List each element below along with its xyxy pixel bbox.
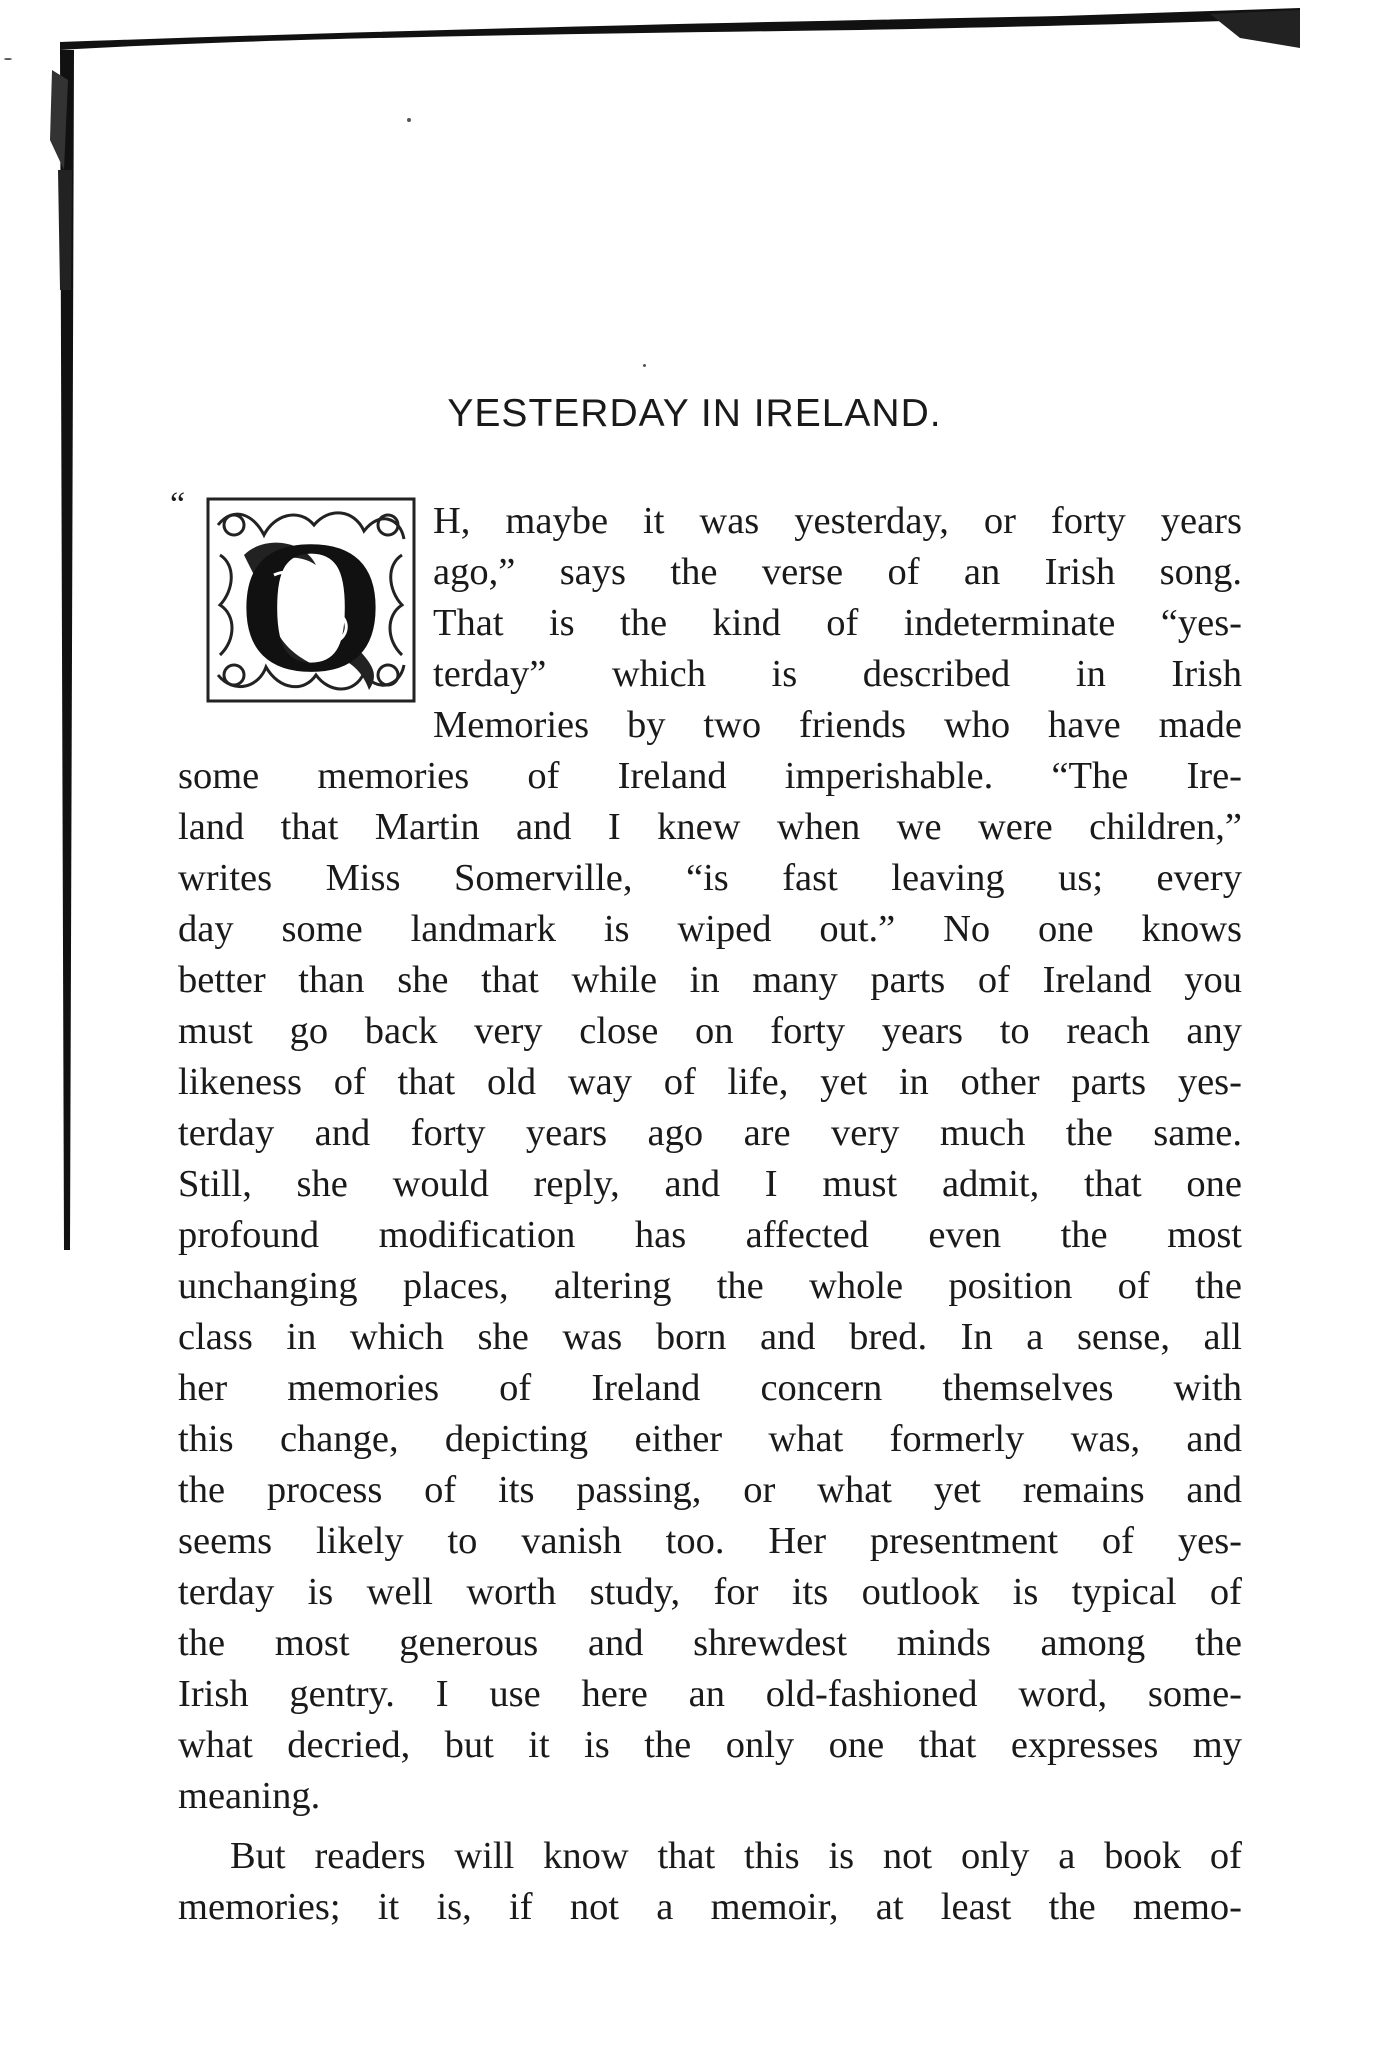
page-top-edge (60, 8, 1300, 58)
text-line: terday and forty years ago are very much the same. (178, 1112, 1242, 1154)
ornamental-drop-cap (204, 495, 418, 705)
text-line: what decried, but it is the only one that expresses my (178, 1724, 1242, 1766)
text-line: seems likely to vanish too. Her presentment of yes- (178, 1520, 1242, 1562)
text-line: Memories by two friends who have made (433, 704, 1242, 746)
text-line: this change, depicting either what formerly was, and (178, 1418, 1242, 1460)
text-line: writes Miss Somerville, “is fast leaving us; every (178, 857, 1242, 899)
text-line: ago,” says the verse of an Irish song. (433, 551, 1242, 593)
text-line: better than she that while in many parts of Ireland you (178, 959, 1242, 1001)
text-line: Still, she would reply, and I must admit, that one (178, 1163, 1242, 1205)
text-line: her memories of Ireland concern themselves with (178, 1367, 1242, 1409)
page-title: YESTERDAY IN IRELAND. (447, 392, 942, 435)
text-line: meaning. (178, 1775, 321, 1817)
text-line: profound modification has affected even the most (178, 1214, 1242, 1256)
text-line: likeness of that old way of life, yet in other parts yes- (178, 1061, 1242, 1103)
text-line: must go back very close on forty years to reach any (178, 1010, 1242, 1052)
text-line: the process of its passing, or what yet remains and (178, 1469, 1242, 1511)
page-left-edge (38, 50, 98, 1650)
scan-speck (407, 118, 411, 122)
text-line: day some landmark is wiped out.” No one knows (178, 908, 1242, 950)
text-line: memories; it is, if not a memoir, at least the memo- (178, 1886, 1242, 1928)
opening-quote: “ (170, 486, 186, 523)
text-line: class in which she was born and bred. In a sense, all (178, 1316, 1242, 1358)
text-line: But readers will know that this is not only a book of (230, 1835, 1242, 1877)
text-line: Irish gentry. I use here an old-fashioned word, some- (178, 1673, 1242, 1715)
text-line: the most generous and shrewdest minds among the (178, 1622, 1242, 1664)
text-line: H, maybe it was yesterday, or forty years (433, 500, 1242, 542)
drop-cap-letter: O (237, 502, 385, 705)
text-line: some memories of Ireland imperishable. “The Ire- (178, 755, 1242, 797)
scan-speck (4, 58, 12, 60)
text-line: land that Martin and I knew when we were children,” (178, 806, 1242, 848)
text-line: unchanging places, altering the whole position of the (178, 1265, 1242, 1307)
scan-speck (643, 364, 646, 367)
text-line: terday is well worth study, for its outlook is typical of (178, 1571, 1242, 1613)
text-line: That is the kind of indeterminate “yes- (433, 602, 1242, 644)
text-line: terday” which is described in Irish (433, 653, 1242, 695)
